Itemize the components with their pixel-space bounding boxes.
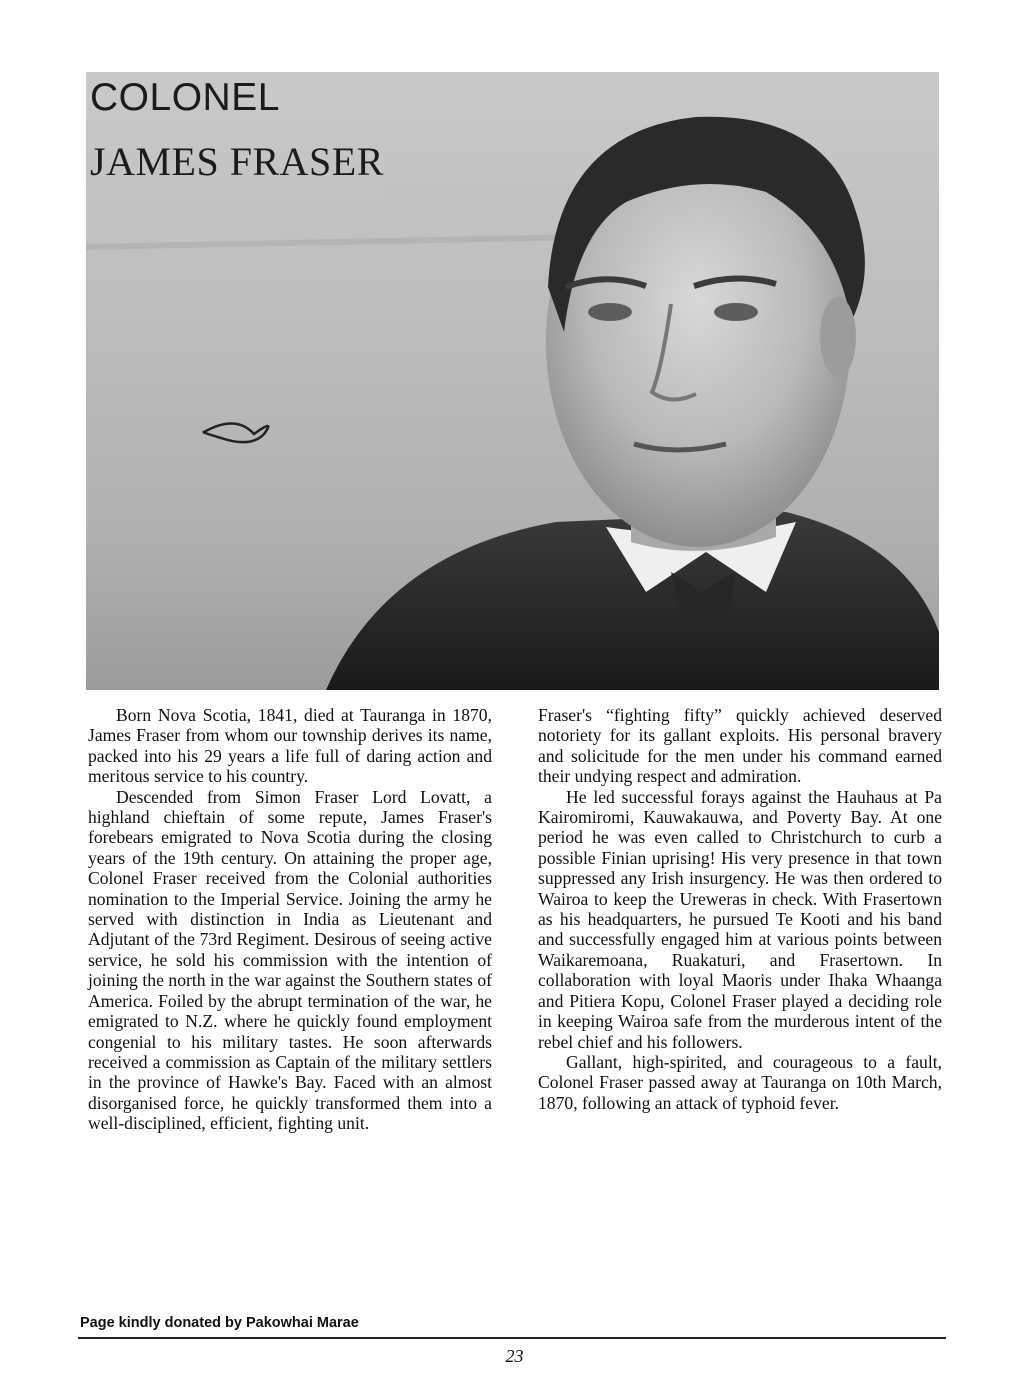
portrait-photo (86, 72, 939, 690)
paragraph: Fraser's “fighting fifty” quickly achieved deserved notoriety for its gallant exploits. His personal bravery and solicitude for the men under his command earned their undying respect and admiration. (538, 705, 942, 787)
title-line-2: JAMES FRASER (90, 139, 384, 184)
article-right-column (538, 705, 942, 1113)
paragraph: Descended from Simon Fraser Lord Lovatt, a highland chieftain of some repute, James Fraser's forebears emigrated to Nova Scotia during the closing years of the 19th century. On attaining the proper age, Colonel Fraser received from the Colonial authorities nomination to the Imperial Service. Joining the army he served with distinction in India as Lieutenant and Adjutant of the 73rd Regiment. Desirous of seeing active service, he sold his commission with the intention of joining the north in the war against the Southern states of America. Foiled by the abrupt termination of the war, he emigrated to N.Z. where he quickly found employment congenial to his military tastes. He soon afterwards received a commission as Captain of the military settlers in the province of Hawke's Bay. Faced with an almost disorganised force, he quickly transformed them into a well-disciplined, efficient, fighting unit. (88, 786, 492, 1134)
footer-divider (78, 1337, 946, 1339)
page-number: 23 (505, 1346, 524, 1366)
paragraph: Born Nova Scotia, 1841, died at Tauranga in 1870, James Fraser from whom our township derives its name, packed into his 29 years a life full of daring action and meritous service to his country. (88, 705, 492, 787)
title-line-1: COLONEL (90, 76, 280, 119)
paragraph: Gallant, high-spirited, and courageous to a fault, Colonel Fraser passed away at Tauranga on 10th March, 1870, following an attack of typhoid fever. (538, 1051, 942, 1113)
article-left-column (88, 705, 492, 1134)
paragraph: He led successful forays against the Hauhaus at Pa Kairomiromi, Kauwakauwa, and Poverty Bay. At one period he was even called to Christchurch to curb a possible Finian uprising! His very presence in that town suppressed any Irish insurgency. He was then ordered to Wairoa to keep the Ureweras in check. With Frasertown as his headquarters, he pursued Te Kooti and his band and successfully engaged him at various points between Waikaremoana, Ruakaturi, and Frasertown. In collaboration with loyal Maoris under Ihaka Whaanga and Pitiera Kopu, Colonel Fraser played a deciding role in keeping Wairoa safe from the murderous intent of the rebel chief and his followers. (538, 786, 942, 1052)
footer-credit: Page kindly donated by Pakowhai Marae (80, 1315, 359, 1331)
